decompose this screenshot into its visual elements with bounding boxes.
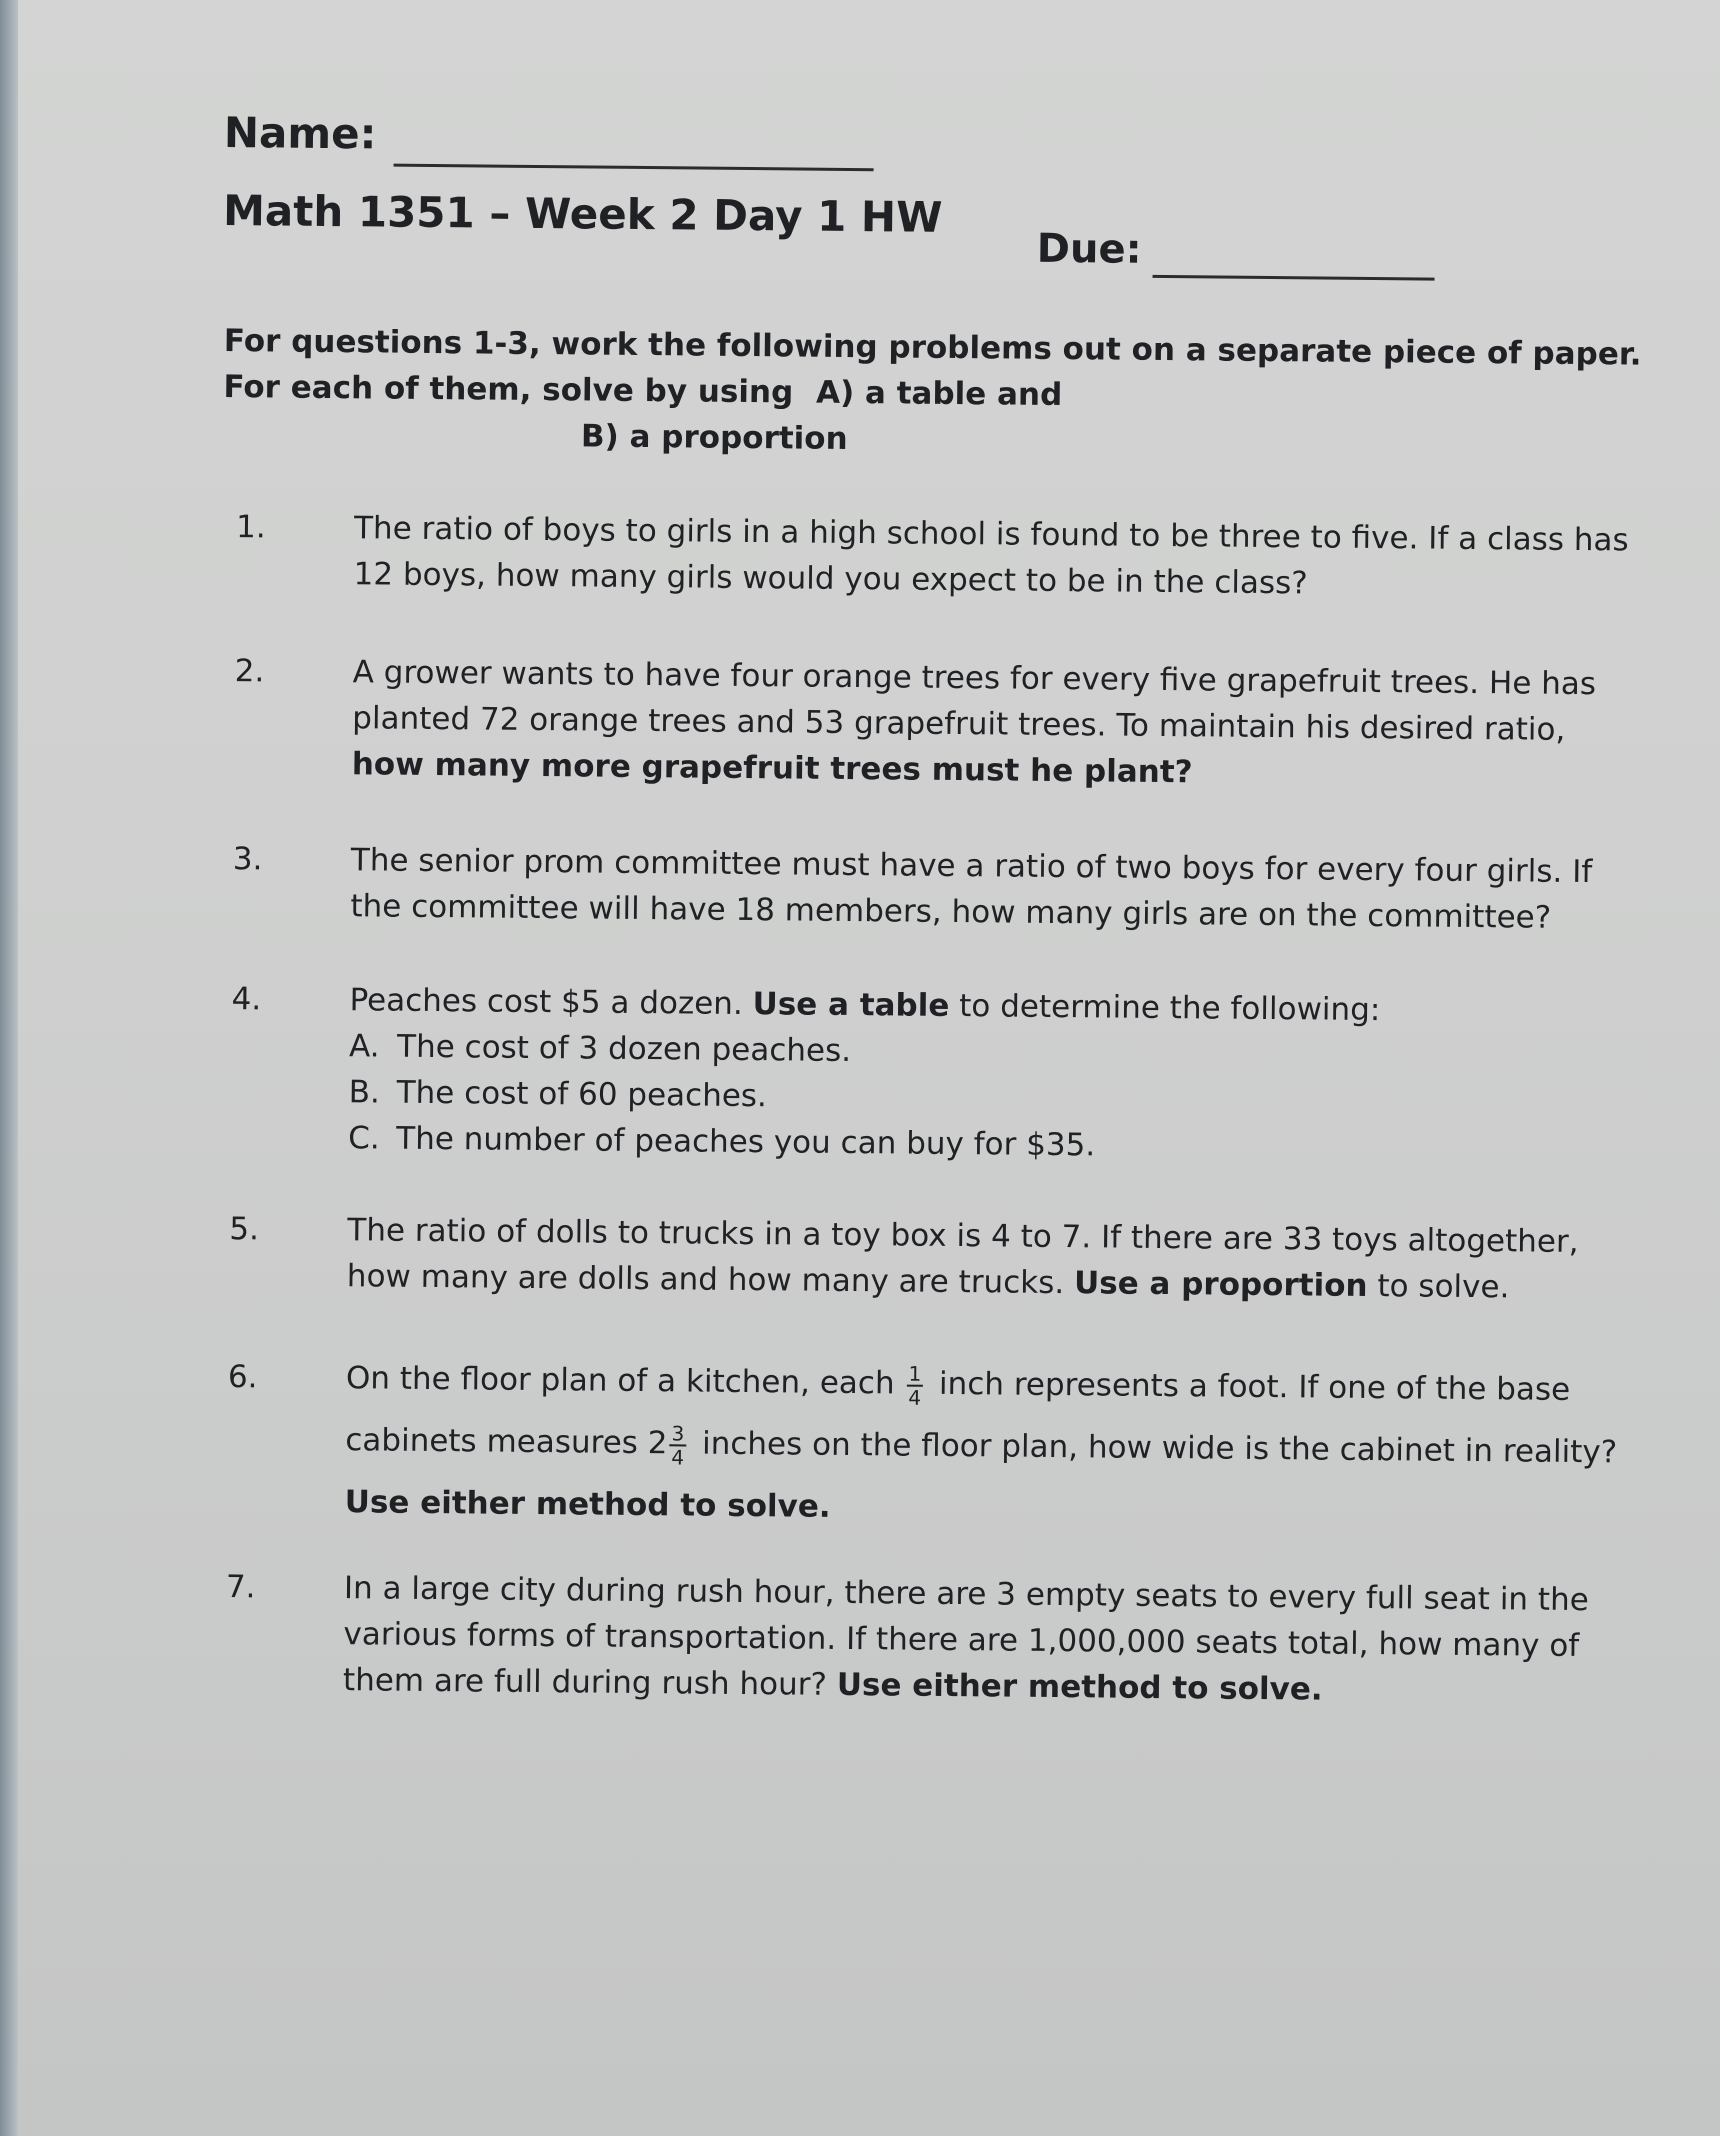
name-label: Name:	[223, 107, 377, 159]
question-number: 6.	[227, 1359, 258, 1396]
question-4	[231, 976, 1672, 1164]
instructions-option-a: A) a table and	[815, 374, 1063, 414]
question-4-bold: Use a table	[752, 986, 950, 1024]
question-2-text: A grower wants to have four orange trees for every five grapefruit trees. He has planted 72 orange trees and 53 grapefruit trees. To maintain his desired ratio,	[352, 654, 1597, 748]
worksheet-page	[18, 0, 1720, 2136]
question-7	[225, 1564, 1666, 1708]
question-6-bold: Use either method to solve.	[344, 1484, 831, 1525]
subpart-letter: C.	[348, 1120, 380, 1157]
due-label: Due:	[1036, 225, 1142, 273]
question-2	[234, 648, 1675, 791]
question-4-intro: Peaches cost $5 a dozen.	[349, 982, 743, 1022]
question-text	[348, 977, 1640, 1173]
fraction-three-quarters	[669, 1422, 686, 1468]
question-number: 7.	[225, 1569, 256, 1606]
question-text	[344, 1347, 1636, 1545]
question-3-text: The senior prom committee must have a ratio of two boys for every four girls. If the committee will have 18 members, how many girls are on the committee?	[350, 842, 1593, 936]
question-text	[352, 649, 1643, 799]
question-4-intro-end: to determine the following:	[959, 988, 1381, 1029]
question-text	[343, 1565, 1634, 1715]
question-6-part1: On the floor plan of a kitchen, each	[345, 1360, 895, 1402]
instructions-option-b: B) a proportion	[580, 418, 848, 457]
instructions-text: For questions 1-3, work the following problems out on a separate piece of paper. For each of them, solve by using	[223, 322, 1642, 411]
question-text	[350, 837, 1641, 941]
question-number: 2.	[234, 653, 265, 690]
question-text	[353, 505, 1644, 609]
fraction-denominator: 4	[671, 1444, 685, 1469]
subpart-letter: A.	[348, 1028, 380, 1065]
question-number: 1.	[235, 509, 266, 546]
subpart-text: The cost of 3 dozen peaches.	[396, 1028, 852, 1070]
question-7-bold: Use either method to solve.	[836, 1666, 1323, 1708]
subpart-letter: B.	[348, 1074, 380, 1111]
subpart-text: The cost of 60 peaches.	[396, 1074, 768, 1115]
page-title: Math 1351 – Week 2 Day 1 HW	[222, 185, 943, 242]
question-5-text: The ratio of dolls to trucks in a toy box is 4 to 7. If there are 33 toys altogether, how many are dolls and how many are trucks.	[346, 1212, 1579, 1302]
fraction-numerator: 3	[669, 1422, 686, 1446]
question-3	[232, 836, 1673, 936]
question-5	[229, 1206, 1670, 1306]
question-number: 4.	[231, 981, 262, 1018]
question-7-text: In a large city during rush hour, there are 3 empty seats to every full seat in the various forms of transportation. If there are 1,000,000 seats total, how many of them are full during rush hour?	[342, 1570, 1589, 1703]
fraction-numerator: 1	[906, 1362, 923, 1386]
question-6-part3: inches on the floor plan, how wide is the cabinet in reality?	[701, 1425, 1618, 1471]
question-number: 3.	[232, 841, 263, 878]
question-5-bold: Use a proportion	[1073, 1265, 1368, 1304]
question-5-text-end: to solve.	[1377, 1268, 1510, 1306]
question-text	[347, 1207, 1638, 1311]
subpart-text: The number of peaches you can buy for $35.	[396, 1120, 1096, 1164]
question-6-part2: inch represents a foot. If one of the base cabinets measures 2	[345, 1365, 1571, 1462]
fraction-one-quarter	[906, 1362, 923, 1408]
question-number: 5.	[229, 1211, 260, 1248]
question-1	[235, 504, 1676, 602]
question-1-text: The ratio of boys to girls in a high school is found to be three to five. If a class has 12 boys, how many girls would you expect to be in the class?	[353, 510, 1629, 602]
question-4-subparts	[348, 1023, 1639, 1173]
fraction-denominator: 4	[908, 1385, 922, 1410]
question-2-bold: how many more grapefruit trees must he plant?	[351, 746, 1193, 791]
name-blank-line[interactable]	[394, 164, 874, 172]
question-6	[227, 1346, 1668, 1525]
instructions	[223, 318, 1664, 470]
due-blank-line[interactable]	[1153, 275, 1435, 281]
worksheet-content	[18, 0, 1720, 2136]
